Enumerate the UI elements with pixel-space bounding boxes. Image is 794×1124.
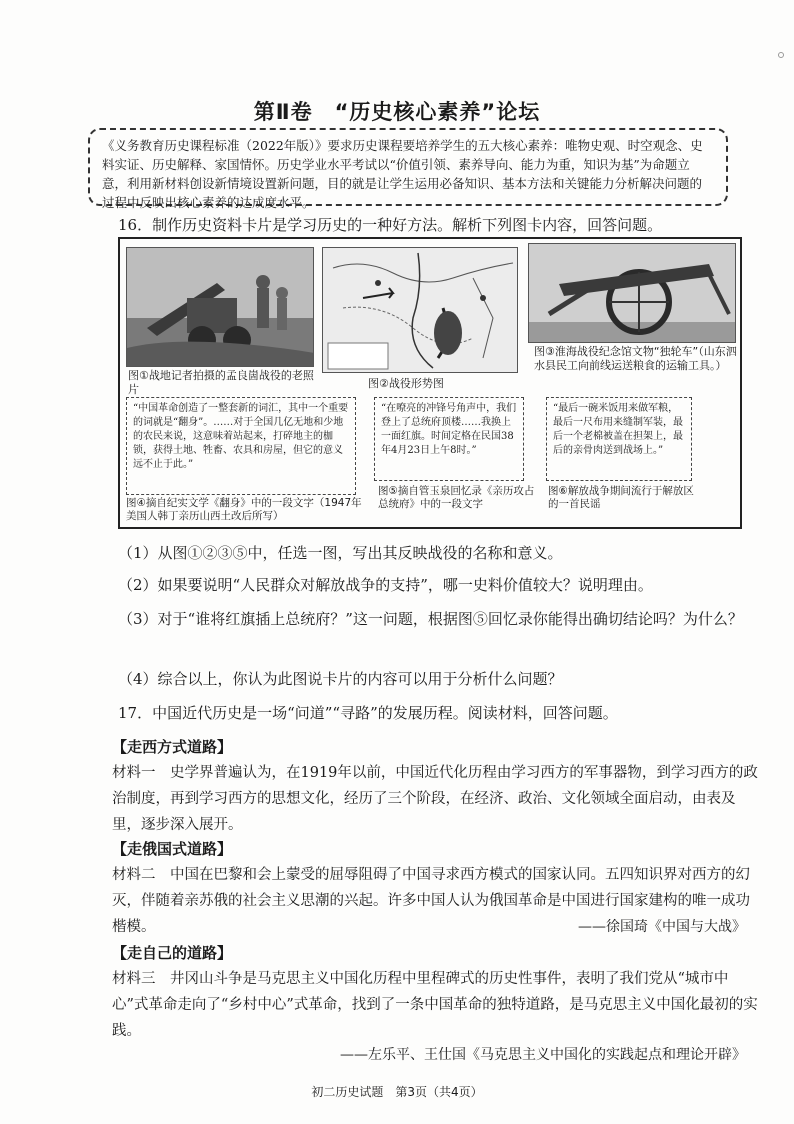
map-battle	[322, 247, 518, 373]
material-1: 材料一 史学界普遍认为，在1919年以前，中国近代化历程由学习西方的军事器物，到学习西方的政治制度，再到学习西方的思想文化，经历了三个阶段，在经济、政治、文化领域全面启动，由表及里，逐步深入展开。	[112, 765, 758, 833]
material-3: 材料三 井冈山斗争是马克思主义中国化历程中里程碑式的历史性事件，表明了我们党从“城市中心”式革命走向了“乡村中心”式革命，找到了一条中国革命的独特道路，是马克思主义中国化最初的实践。	[112, 971, 758, 1039]
source-3: ——左乐平、王仕国《马克思主义中国化的实践起点和理论开辟》	[340, 1047, 746, 1063]
card-4-text: “中国革命创造了一整套新的词汇，其中一个重要的词就是“翻身”。……对于全国几亿无地和少地的农民来说，这意味着站起来，打碎地主的枷锁，获得土地、牲畜、农具和房屋，但它的意义远不止于此。”	[133, 403, 349, 470]
text-card-4	[126, 397, 356, 495]
material-2: 材料二 中国在巴黎和会上蒙受的屈辱阻碍了中国寻求西方模式的国家认同。五四知识界对西方的幻灭，伴随着亲苏俄的社会主义思潮的兴起。许多中国人认为俄国革命是中国进行国家建构的唯一成功楷模。	[112, 867, 750, 935]
artillery-image	[127, 248, 314, 367]
caption-2: 图②战役形势图	[368, 377, 444, 390]
caption-5: 图⑤摘自管玉泉回忆录《亲历攻占总统府》中的一段文字	[378, 485, 535, 510]
caption-4: 图④摘自纪实文学《翻身》中的一段文字（1947年美国人韩丁亲历山西土改后所写）	[126, 497, 362, 522]
question-16-stem: 16．制作历史资料卡片是学习历史的一种好方法。解析下列图卡内容，回答问题。	[118, 216, 663, 234]
battle-map-image	[323, 248, 518, 373]
source-2: ——徐国琦《中国与大战》	[578, 919, 746, 935]
caption-1: 图①战地记者拍摄的孟良崮战役的老照片	[128, 369, 314, 396]
history-card-panel	[118, 237, 742, 529]
heading-russian-road: 【走俄国式道路】	[112, 840, 233, 858]
section-title: 第Ⅱ卷 “历史核心素养”论坛	[253, 100, 541, 124]
card-6-text: “最后一碗米饭用来做军粮，最后一尺布用来缝制军装，最后一个老棉被盖在担架上，最后的亲骨肉送到战场上。”	[553, 403, 683, 456]
heading-western-road: 【走西方式道路】	[112, 738, 233, 756]
intro-text: 《义务教育历史课程标准（2022年版）》要求历史课程要培养学生的五大核心素养：唯物史观、时空观念、史料实证、历史解释、家国情怀。历史学业水平考试以“价值引领、素养导向、能力为重，知识为基”为命题立意，利用新材料创设新情境设置新问题，目的就是让学生运用必备知识、基本方法和关键能力分析解决问题的过程中反映出核心素养的达成度水平。	[102, 138, 703, 210]
text-card-5	[374, 397, 524, 481]
q16-sub1: （1）从图①②③⑤中，任选一图，写出其反映战役的名称和意义。	[118, 544, 563, 562]
heading-own-road: 【走自己的道路】	[112, 944, 233, 962]
card-5-text: “在嘹亮的冲锋号角声中，我们登上了总统府顶楼……我换上一面红旗。时间定格在民国38年4月23日上午8时。”	[381, 403, 517, 456]
q16-sub3: （3）对于“谁将红旗插上总统府？”这一问题，根据图⑤回忆录你能得出确切结论吗？为什么？	[118, 610, 743, 628]
question-17-stem: 17．中国近代历史是一场“问道”“寻路”的发展历程。阅读材料，回答问题。	[118, 704, 618, 722]
margin-mark	[778, 52, 784, 58]
photo-wheelbarrow	[528, 243, 736, 343]
caption-3: 图③淮海战役纪念馆文物“独轮车”（山东泗水县民工向前线运送粮食的运输工具。）	[534, 345, 737, 372]
intro-box	[88, 128, 728, 210]
wheelbarrow-image	[529, 244, 736, 343]
caption-6: 图⑥解放战争期间流行于解放区的一首民谣	[548, 485, 694, 510]
q16-sub4: （4）综合以上，你认为此图说卡片的内容可以用于分析什么问题？	[118, 670, 563, 688]
text-card-6	[546, 397, 692, 481]
page-footer: 初二历史试题 第3页（共4页）	[311, 1085, 483, 1099]
photo-artillery	[126, 247, 314, 367]
q16-sub2: （2）如果要说明“人民群众对解放战争的支持”，哪一史料价值较大？说明理由。	[118, 576, 653, 594]
